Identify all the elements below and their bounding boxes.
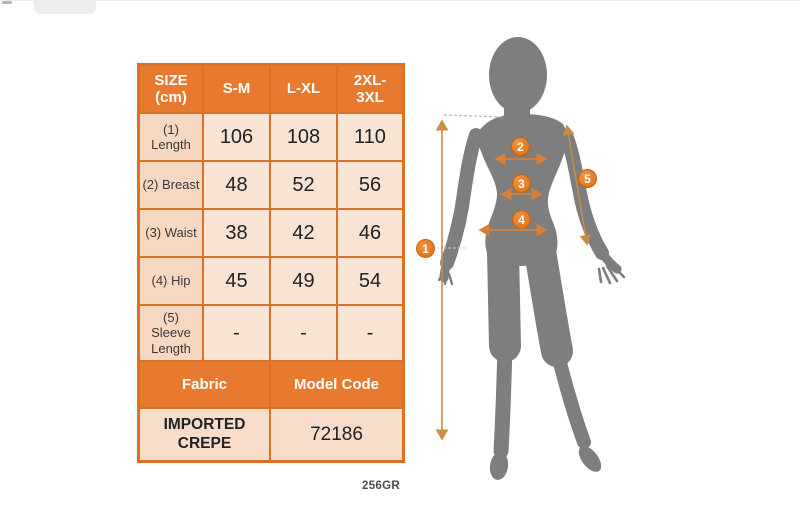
label-line: Length — [151, 340, 191, 356]
sleeve-value-2xl: - — [338, 306, 402, 360]
header-size-sm — [204, 66, 269, 112]
header-line: (cm) — [155, 89, 187, 106]
length-value-sm: 106 — [204, 114, 269, 160]
row-label-hip — [140, 258, 202, 304]
header-model-code: Model Code — [271, 362, 402, 407]
label-line: (2) Breast — [142, 177, 200, 193]
hip-value-sm: 45 — [204, 258, 269, 304]
header-size-unit — [140, 66, 202, 112]
corner-smudge — [2, 1, 12, 4]
header-line: S-M — [222, 80, 251, 98]
waist-value-2xl: 46 — [338, 210, 402, 256]
sleeve-value-sm: - — [204, 306, 269, 360]
waist-value-lxl: 42 — [271, 210, 336, 256]
marker-1-length: 1 — [416, 239, 435, 258]
label-line: (4) Hip — [151, 273, 191, 289]
measurement-figure — [398, 29, 634, 491]
breast-value-sm: 48 — [204, 162, 269, 208]
fabric-line: CREPE — [177, 434, 232, 452]
breast-value-lxl: 52 — [271, 162, 336, 208]
marker-5-sleeve: 5 — [578, 169, 597, 188]
marker-3-waist: 3 — [512, 174, 531, 193]
header-line: L-XL — [286, 80, 321, 98]
header-fabric: Fabric — [140, 362, 269, 407]
hip-value-lxl: 49 — [271, 258, 336, 304]
model-code-value: 72186 — [271, 409, 402, 460]
header-line: 2XL- — [353, 71, 387, 89]
product-weight-code: 256GR — [362, 480, 400, 492]
header-size-2xl3xl — [338, 66, 402, 112]
label-line: (1) — [163, 121, 179, 137]
row-label-breast — [140, 162, 202, 208]
label-line: Sleeve — [151, 325, 191, 341]
header-size-lxl — [271, 66, 336, 112]
fabric-line: IMPORTED — [163, 415, 246, 433]
label-line: (3) Waist — [145, 225, 197, 241]
marker-4-hip: 4 — [512, 210, 531, 229]
shoulder-dashed-line — [444, 115, 503, 117]
length-value-2xl: 110 — [338, 114, 402, 160]
row-label-sleeve-length — [140, 306, 202, 360]
header-line: 3XL — [356, 89, 384, 106]
hip-value-2xl: 54 — [338, 258, 402, 304]
header-line: SIZE — [154, 71, 188, 89]
length-value-lxl: 108 — [271, 114, 336, 160]
size-chart-table — [137, 63, 405, 463]
fabric-value — [140, 409, 269, 460]
row-label-length — [140, 114, 202, 160]
marker-2-breast: 2 — [511, 137, 530, 156]
female-silhouette — [439, 37, 624, 481]
figure-silhouette-svg — [398, 29, 634, 491]
label-line: Length — [151, 137, 191, 152]
row-label-waist — [140, 210, 202, 256]
browser-tab-remnant — [34, 1, 96, 14]
label-line: (5) — [163, 310, 179, 325]
sleeve-value-lxl: - — [271, 306, 336, 360]
breast-value-2xl: 56 — [338, 162, 402, 208]
waist-value-sm: 38 — [204, 210, 269, 256]
